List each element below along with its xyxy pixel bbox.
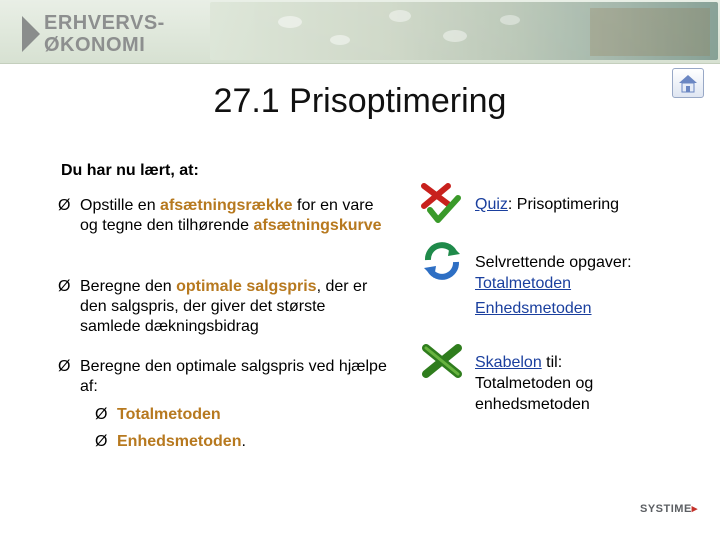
term-highlight: afsætningsrække bbox=[160, 197, 293, 214]
arrow-bullet-icon: Ø bbox=[58, 197, 71, 214]
bullet-item: Ø Beregne den optimale salgspris ved hjælpe af: bbox=[58, 358, 387, 395]
bullet-item: Ø Opstille en afsætningsrække for en vare og tegne den tilhørende afsætningskurve bbox=[58, 197, 382, 234]
bullet-item: Ø Beregne den optimale salgspris, der er den salgspris, der giver det største samlede dækningsbidrag bbox=[58, 278, 368, 335]
exercises-item bbox=[475, 252, 632, 319]
brand-mark-icon: ▸ bbox=[691, 503, 698, 515]
header-banner bbox=[0, 0, 720, 64]
sub-bullet-item bbox=[95, 405, 317, 425]
summary-heading: Du har nu lært, at: bbox=[61, 162, 199, 179]
arrow-bullet-icon: Ø bbox=[95, 433, 108, 450]
logo-line2: ØKONOMI bbox=[44, 34, 146, 56]
sub-bullet-item: Ø Enhedsmetoden. bbox=[95, 433, 246, 450]
template-link[interactable]: Skabelon bbox=[475, 354, 542, 371]
systime-logo: SYSTIME▸ bbox=[640, 503, 698, 515]
totalmetoden-link[interactable]: Totalmetoden bbox=[475, 275, 572, 292]
term-highlight: Enhedsmetoden bbox=[117, 433, 242, 450]
arrow-bullet-icon: Ø bbox=[58, 358, 71, 375]
logo-line1: ERHVERVS- bbox=[44, 12, 165, 34]
term-highlight: optimale salgspris bbox=[176, 278, 317, 295]
cycle-arrows-icon[interactable] bbox=[420, 240, 464, 282]
check-cross-icon[interactable] bbox=[418, 180, 464, 226]
quiz-link[interactable]: Quiz bbox=[475, 196, 508, 213]
template-item: Skabelon til: Totalmetoden og enhedsmetoden bbox=[475, 354, 594, 413]
term-highlight: afsætningskurve bbox=[253, 217, 382, 234]
header-photo bbox=[210, 2, 718, 60]
term-highlight: Totalmetoden bbox=[117, 406, 221, 423]
logo-arrow-icon bbox=[20, 14, 42, 54]
page-title: 27.1 Prisoptimering bbox=[213, 82, 507, 120]
arrow-bullet-icon: Ø bbox=[58, 278, 71, 295]
arrow-bullet-icon: Ø bbox=[95, 406, 108, 423]
exercises-label: Selvrettende opgaver: bbox=[475, 254, 632, 271]
quiz-item: Quiz: Prisoptimering bbox=[475, 196, 620, 213]
erhvervsokonomi-logo bbox=[12, 4, 165, 56]
enhedsmetoden-link[interactable]: Enhedsmetoden bbox=[475, 300, 592, 317]
excel-icon[interactable] bbox=[422, 344, 464, 378]
